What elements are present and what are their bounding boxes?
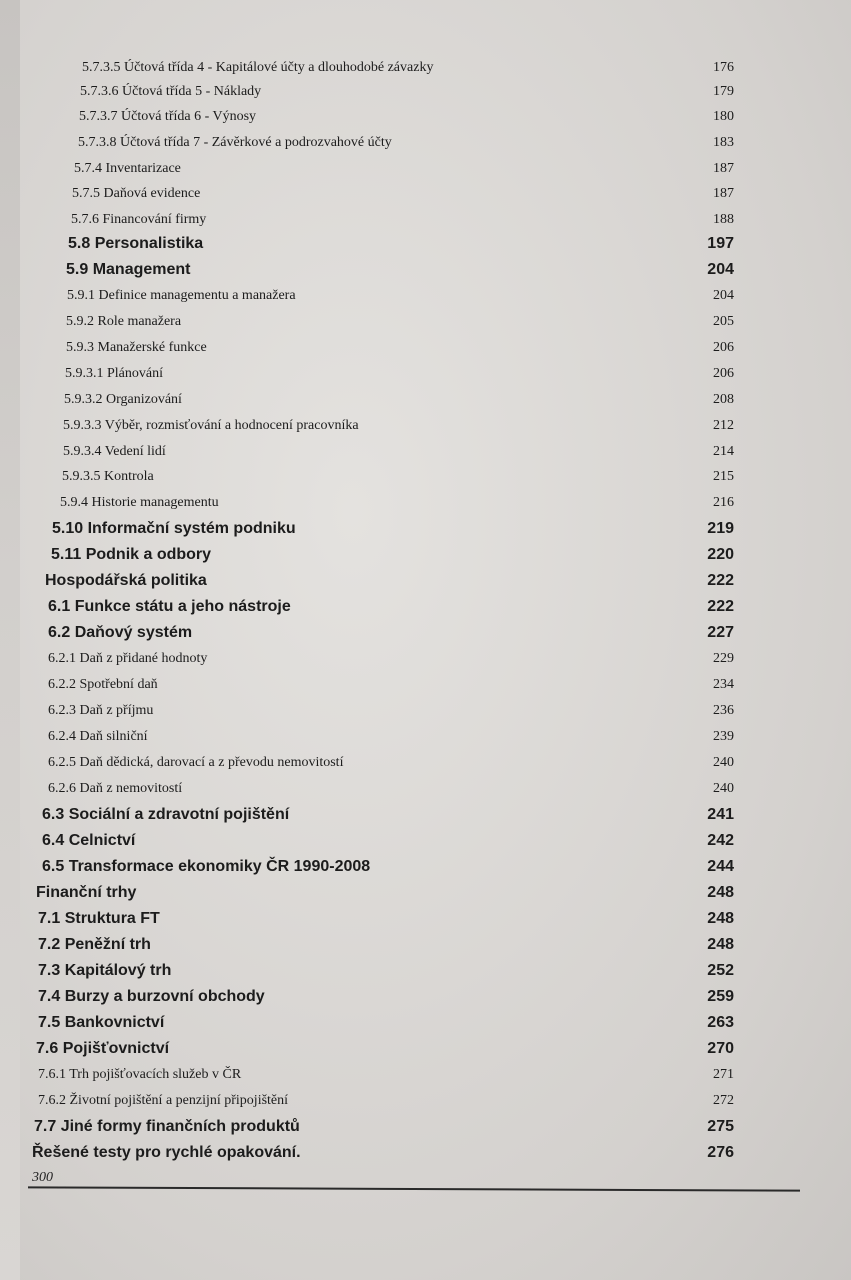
toc-entry xyxy=(0,467,851,493)
toc-entry xyxy=(0,935,851,961)
toc-entry-title: 5.7.3.5 Účtová třída 4 - Kapitálové účty a dlouhodobé závazky xyxy=(82,60,434,75)
toc-entry-title: 6.2.5 Daň dědická, darovací a z převodu nemovitostí xyxy=(48,755,344,770)
toc-entry-title: 7.5 Bankovnictví xyxy=(38,1014,165,1031)
toc-entry xyxy=(0,210,851,236)
toc-entry-page: 275 xyxy=(707,1118,734,1135)
toc-entry-page: 276 xyxy=(707,1144,734,1161)
toc-entry-page: 259 xyxy=(707,988,734,1005)
toc-entry-title: 5.9.3.5 Kontrola xyxy=(62,469,154,484)
toc-entry-title: Hospodářská politika xyxy=(45,572,207,589)
toc-entry xyxy=(0,909,851,935)
toc-entry-title: 5.7.3.7 Účtová třída 6 - Výnosy xyxy=(79,109,257,124)
toc-entry xyxy=(0,805,851,831)
toc-entry xyxy=(0,675,851,701)
toc-entry-page: 208 xyxy=(713,392,734,407)
toc-entry-page: 179 xyxy=(713,84,734,99)
toc-entry-title: 5.9.3.4 Vedení lidí xyxy=(63,444,166,459)
toc-entry xyxy=(0,442,851,468)
toc-entry-page: 272 xyxy=(713,1093,734,1108)
toc-entry-page: 227 xyxy=(707,624,734,641)
toc-entry-page: 187 xyxy=(713,161,734,176)
toc-entry-page: 183 xyxy=(713,135,734,150)
toc-entry-title: 7.6 Pojišťovnictví xyxy=(36,1040,170,1057)
toc-entry-title: 6.4 Celnictví xyxy=(42,832,136,849)
toc-entry xyxy=(0,883,851,909)
toc-entry-title: 5.8 Personalistika xyxy=(68,235,204,252)
toc-entry-page: 234 xyxy=(713,677,734,692)
toc-entry-page: 240 xyxy=(713,755,734,770)
toc-entry-title: 6.5 Transformace ekonomiky ČR 1990-2008 xyxy=(42,858,371,875)
toc-entry-page: 241 xyxy=(707,806,734,823)
toc-entry-page: 206 xyxy=(713,340,734,355)
toc-entry-page: 252 xyxy=(707,962,734,979)
toc-entry-title: 5.9.3.1 Plánování xyxy=(65,366,163,381)
toc-entry-page: 206 xyxy=(713,366,734,381)
toc-entry xyxy=(0,987,851,1013)
toc-entry-title: 6.1 Funkce státu a jeho nástroje xyxy=(48,598,291,615)
toc-entry xyxy=(0,571,851,597)
toc-entry-title: 5.7.6 Financování firmy xyxy=(71,212,207,227)
toc-entry-title: 5.9.2 Role manažera xyxy=(66,314,182,329)
toc-entry-page: 248 xyxy=(707,884,734,901)
toc-entry xyxy=(0,184,851,210)
toc-entry xyxy=(0,1117,851,1143)
toc-entry-page: 222 xyxy=(707,572,734,589)
toc-entry xyxy=(0,82,851,108)
toc-entry-page: 229 xyxy=(713,651,734,666)
toc-entry xyxy=(0,623,851,649)
toc-entry xyxy=(0,286,851,312)
toc-entry-page: 271 xyxy=(713,1067,734,1082)
page-number: 300 xyxy=(32,1170,53,1185)
toc-entry xyxy=(0,260,851,286)
toc-entry-page: 222 xyxy=(707,598,734,615)
toc-entry-title: 7.6.2 Životní pojištění a penzijní připojištění xyxy=(38,1093,289,1108)
toc-entry-page: 176 xyxy=(713,60,734,75)
toc-entry-title: Finanční trhy xyxy=(36,884,137,901)
toc-entry xyxy=(0,1039,851,1065)
toc-entry xyxy=(0,58,851,84)
toc-entry-page: 236 xyxy=(713,703,734,718)
toc-entry-title: 6.2 Daňový systém xyxy=(48,624,193,641)
toc-entry-page: 197 xyxy=(707,235,734,252)
toc-entry-title: 6.2.1 Daň z přidané hodnoty xyxy=(48,651,208,666)
toc-entry-title: 5.7.3.8 Účtová třída 7 - Závěrkové a podrozvahové účty xyxy=(78,135,392,150)
toc-entry xyxy=(0,133,851,159)
toc-entry xyxy=(0,390,851,416)
toc-entry xyxy=(0,857,851,883)
toc-entry xyxy=(0,338,851,364)
toc-entry xyxy=(0,416,851,442)
toc-entry-title: 5.10 Informační systém podniku xyxy=(52,520,296,537)
toc-entry xyxy=(0,107,851,133)
toc-entry-title: 6.2.4 Daň silniční xyxy=(48,729,148,744)
toc-entry xyxy=(0,597,851,623)
toc-entry xyxy=(0,312,851,338)
toc-entry-page: 263 xyxy=(707,1014,734,1031)
toc-entry xyxy=(0,234,851,260)
toc-entry-page: 180 xyxy=(713,109,734,124)
toc-entry xyxy=(0,1143,851,1169)
toc-entry xyxy=(0,159,851,185)
toc-entry xyxy=(0,364,851,390)
toc-entry-title: 5.7.3.6 Účtová třída 5 - Náklady xyxy=(80,84,262,99)
toc-entry xyxy=(0,1065,851,1091)
toc-entry-page: 215 xyxy=(713,469,734,484)
toc-entry-page: 248 xyxy=(707,910,734,927)
toc-entry-page: 214 xyxy=(713,444,734,459)
toc-entry-page: 248 xyxy=(707,936,734,953)
toc-entry-title: 5.9.3.3 Výběr, rozmisťování a hodnocení pracovníka xyxy=(63,418,359,433)
toc-entry-page: 244 xyxy=(707,858,734,875)
toc-entry xyxy=(0,727,851,753)
toc-entry-title: Řešené testy pro rychlé opakování. xyxy=(32,1144,301,1161)
toc-entry-title: 7.6.1 Trh pojišťovacích služeb v ČR xyxy=(38,1067,242,1082)
toc-entry-title: 5.7.4 Inventarizace xyxy=(74,161,181,176)
toc-entry-title: 5.9.4 Historie managementu xyxy=(60,495,219,510)
toc-entry-page: 216 xyxy=(713,495,734,510)
toc-entry-page: 204 xyxy=(707,261,734,278)
toc-entry-page: 220 xyxy=(707,546,734,563)
toc-entry-page: 242 xyxy=(707,832,734,849)
toc-entry xyxy=(0,753,851,779)
toc-entry-title: 5.9.1 Definice managementu a manažera xyxy=(67,288,296,303)
toc-entry-title: 7.2 Peněžní trh xyxy=(38,936,151,953)
toc-entry-page: 219 xyxy=(707,520,734,537)
toc-entry-title: 5.9 Management xyxy=(66,261,191,278)
toc-entry xyxy=(0,779,851,805)
toc-entry xyxy=(0,1013,851,1039)
toc-entry-title: 6.2.2 Spotřební daň xyxy=(48,677,158,692)
toc-entry-page: 239 xyxy=(713,729,734,744)
toc-entry-page: 212 xyxy=(713,418,734,433)
toc-entry-page: 188 xyxy=(713,212,734,227)
toc-entry-title: 5.11 Podnik a odbory xyxy=(51,546,212,563)
toc-entry xyxy=(0,701,851,727)
toc-entry-title: 7.7 Jiné formy finančních produktů xyxy=(34,1118,300,1135)
toc-entry xyxy=(0,831,851,857)
toc-entry-title: 5.9.3.2 Organizování xyxy=(64,392,182,407)
toc-entry-title: 6.2.3 Daň z příjmu xyxy=(48,703,154,718)
toc-entry-title: 7.3 Kapitálový trh xyxy=(38,962,172,979)
toc-entry-title: 5.7.5 Daňová evidence xyxy=(72,186,201,201)
toc-entry-title: 6.2.6 Daň z nemovitostí xyxy=(48,781,183,796)
toc-entry-page: 240 xyxy=(713,781,734,796)
toc-entry xyxy=(0,545,851,571)
toc-entry xyxy=(0,519,851,545)
toc-entry-page: 270 xyxy=(707,1040,734,1057)
toc-entry xyxy=(0,1091,851,1117)
toc-entry xyxy=(0,649,851,675)
toc-entry-page: 204 xyxy=(713,288,734,303)
toc-entry-title: 7.4 Burzy a burzovní obchody xyxy=(38,988,265,1005)
toc-entry-page: 187 xyxy=(713,186,734,201)
toc-entry xyxy=(0,961,851,987)
toc-entry-title: 6.3 Sociální a zdravotní pojištění xyxy=(42,806,290,823)
toc-entry-title: 5.9.3 Manažerské funkce xyxy=(66,340,207,355)
toc-entry-title: 7.1 Struktura FT xyxy=(38,910,160,927)
toc-entry-page: 205 xyxy=(713,314,734,329)
toc-entry xyxy=(0,493,851,519)
